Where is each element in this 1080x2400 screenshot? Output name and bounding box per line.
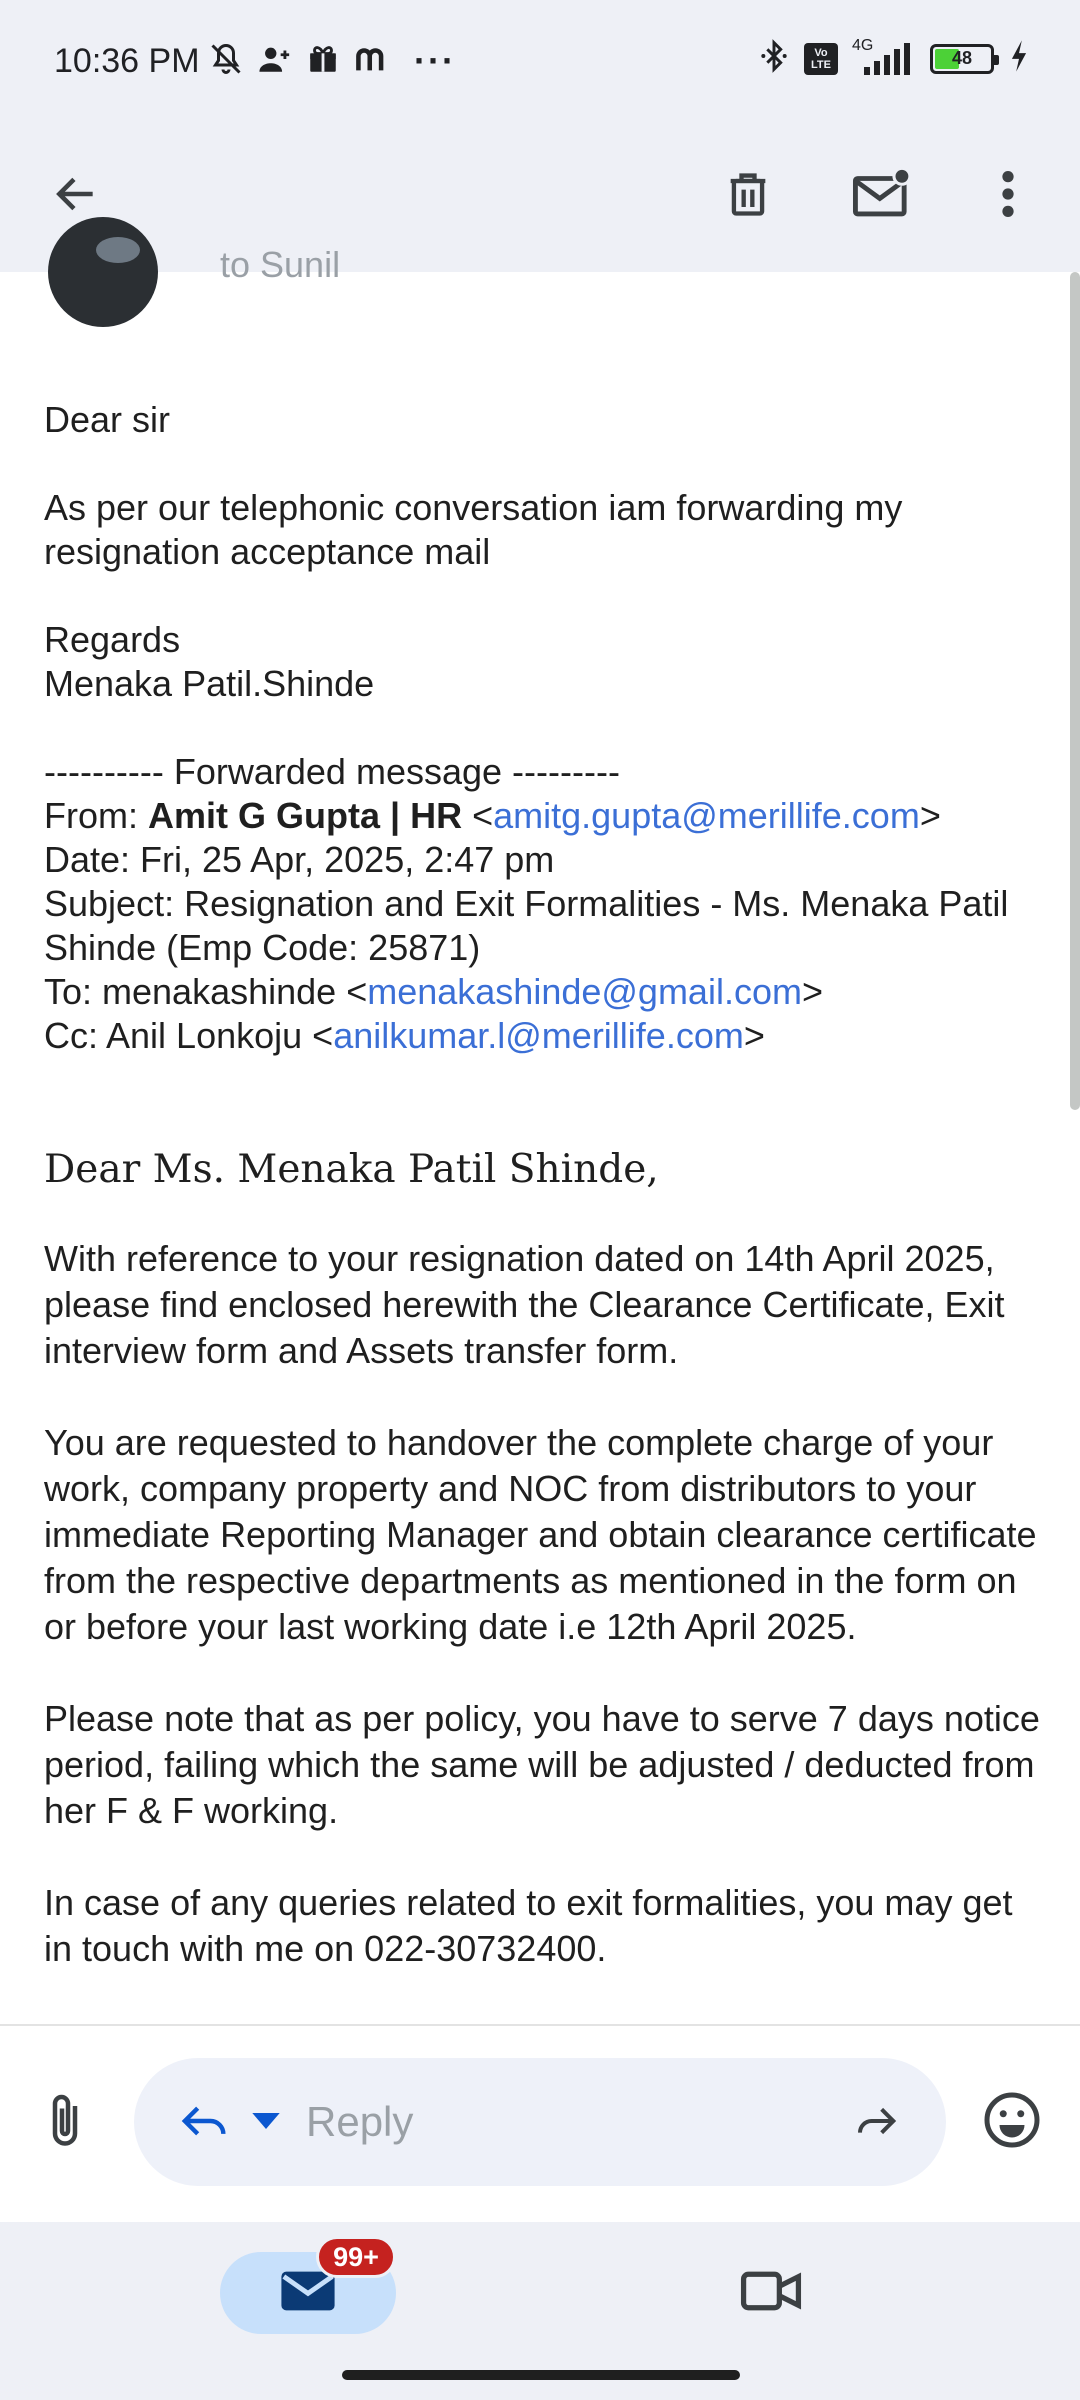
mark-unread-button[interactable] (844, 158, 920, 234)
body-text: As per our telephonic conversation iam forwarding my resignation acceptance mail (44, 487, 903, 572)
network-type: 4G (852, 36, 874, 54)
cc-email-link[interactable]: anilkumar.l@merillife.com (333, 1015, 744, 1056)
forwarded-subject: Subject: Resignation and Exit Formalities - Ms. Menaka Patil Shinde (Emp Code: 25871) (44, 883, 1009, 968)
to-open-bracket: < (346, 971, 368, 1012)
delete-icon (722, 166, 774, 227)
mail-badge: 99+ (316, 2236, 396, 2278)
battery-tip (994, 55, 999, 65)
mute-bell-icon (208, 41, 244, 82)
charging-icon (1008, 39, 1030, 78)
letter-greeting: Dear Ms. Menaka Patil Shinde, (44, 1147, 659, 1192)
mark-unread-icon (851, 166, 913, 227)
reply-icon (178, 2099, 232, 2148)
reply-button[interactable] (170, 2088, 240, 2158)
to-label: To: menakashinde (44, 971, 347, 1012)
recipient-line[interactable]: to Sunil (220, 244, 341, 285)
greeting: Dear sir (44, 399, 171, 440)
from-email-link[interactable]: amitg.gupta@merillife.com (493, 795, 920, 836)
spacer (44, 1058, 1044, 1146)
avatar-highlight (96, 237, 140, 263)
to-email-link[interactable]: menakashinde@gmail.com (367, 971, 802, 1012)
battery-icon (930, 44, 994, 74)
letter-paragraph-2: You are requested to handover the complete charge of your work, company property and NOC from distributors to your immediate Reporting Manager and obtain clearance certificate from the respective departments as mentioned in the form on or before your last working date i.e 12th April 2025. (44, 1422, 1037, 1647)
scrollbar[interactable] (1070, 272, 1080, 1110)
nav-meet-tab[interactable] (730, 2252, 812, 2334)
letter-paragraph-4: In case of any queries related to exit formalities, you may get in touch with me on 022-30732400. (44, 1882, 1013, 1969)
app-bar (0, 120, 1080, 272)
forwarded-cc (44, 1014, 1044, 1058)
home-indicator[interactable] (342, 2370, 740, 2380)
status-time: 10:36 PM (54, 42, 200, 80)
from-open-bracket: < (472, 795, 494, 836)
from-label: From: (44, 795, 148, 836)
emoji-icon (982, 2090, 1042, 2155)
to-close-bracket: > (801, 971, 823, 1012)
more-options-button[interactable] (970, 158, 1046, 234)
from-name: Amit G Gupta | HR (148, 795, 463, 836)
bottom-navigation (0, 2222, 1080, 2400)
status-left-icons (208, 40, 456, 82)
bluetooth-icon (758, 38, 790, 79)
reply-dropdown-icon (252, 2113, 280, 2134)
forward-button[interactable] (840, 2088, 910, 2158)
reply-options-dropdown[interactable] (246, 2088, 286, 2158)
gift-icon (306, 42, 340, 81)
forward-icon (849, 2101, 901, 2146)
status-right-icons (758, 38, 1030, 79)
reply-bar (0, 2026, 1080, 2222)
delete-button[interactable] (710, 158, 786, 234)
reply-field[interactable] (134, 2058, 946, 2186)
cc-open-bracket: < (312, 1015, 334, 1056)
back-arrow-icon (51, 169, 101, 224)
attachment-icon (45, 2091, 85, 2156)
forwarded-date: Date: Fri, 25 Apr, 2025, 2:47 pm (44, 839, 555, 880)
reply-input[interactable] (306, 2094, 806, 2150)
forwarded-header: ---------- Forwarded message --------- (44, 751, 620, 792)
more-vert-icon (998, 168, 1018, 225)
forwarded-header-block (44, 750, 1044, 1058)
volte-label: Vo LTE (811, 46, 831, 71)
more-dots-icon: ··· (414, 40, 456, 81)
person-add-icon (258, 42, 292, 81)
letter-paragraph-3: Please note that as per policy, you have to serve 7 days notice period, failing which the same will be adjusted / deducted from her F & F working. (44, 1698, 1040, 1831)
forwarded-to (44, 970, 1044, 1014)
attach-button[interactable] (30, 2088, 100, 2158)
avatar[interactable] (48, 217, 158, 327)
letter-paragraph-1: With reference to your resignation dated on 14th April 2025, please find enclosed herewith the Clearance Certificate, Exit interview form and Assets transfer form. (44, 1238, 1005, 1371)
emoji-button[interactable] (974, 2084, 1050, 2160)
from-close-bracket: > (919, 795, 941, 836)
message-content[interactable] (0, 244, 1080, 2024)
signature: Menaka Patil.Shinde (44, 663, 375, 704)
cc-label: Cc: Anil Lonkoju (44, 1015, 313, 1056)
regards: Regards (44, 619, 181, 660)
volte-icon (804, 43, 838, 75)
message-body (44, 398, 1044, 2018)
cc-close-bracket: > (743, 1015, 765, 1056)
video-meet-icon (740, 2267, 802, 2320)
forwarded-from (44, 794, 1044, 838)
m-app-icon (354, 42, 394, 81)
status-bar (0, 0, 1080, 120)
battery-level: 48 (951, 47, 973, 68)
signal-4g-icon (852, 36, 916, 79)
